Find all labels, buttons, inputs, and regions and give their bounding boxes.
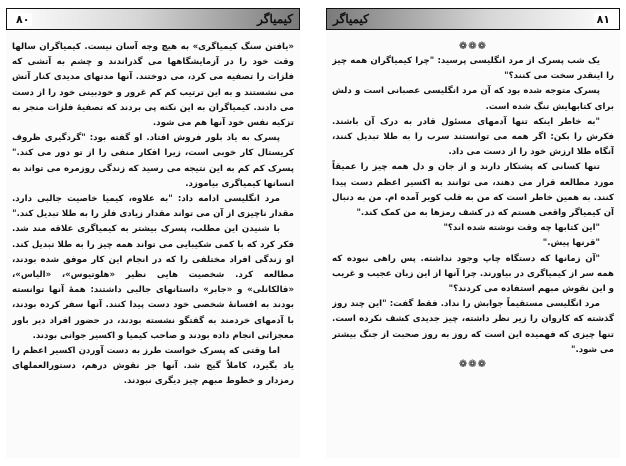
section-ornament-bottom: ❁❁❁	[458, 359, 488, 371]
left-page-body	[12, 40, 294, 454]
left-running-title: کیمیاگر	[257, 12, 293, 26]
dialogue-line: "این کتابها چه وقت نوشته شده اند؟"	[443, 223, 600, 234]
paragraph: مرد انگلیسی ادامه داد: "به علاوه، کیمیا خاصیت جالبی دارد. مقدار ناچیزی از آن می تواند مقدار زیادی فلز را به طلا تبدیل کند."	[12, 194, 294, 220]
paragraph: مرد انگلیسی مستقیماً جوابش را نداد. فقط گفت: "این چند روز گذشته که کاروان را زیر نظر داشته، چیز جدیدی کشف نکرده است. تنها چیزی که فهمیده این است که روز به روز صحبت از جنگ بیشتر می شود."	[332, 299, 614, 355]
paragraph: با شنیدن این مطلب، پسرک بیشتر به کیمیاگری علاقه مند شد. فکر کرد که با کمی شکیبایی می تواند همه چیز را به طلا تبدیل کند. او زندگی افراد مختلفی را که در انجام این کار موفق شده بودند، مطالعه کرد. شخصیت هایی نظیر «هلوتیوس»، «الیاس»، «فالکانلی» و «جابر» داستانهای جالبی داشتند: همهٔ آنها توانسته بودند به افسانهٔ شخصی خود دست پیدا کنند. آنها سفر کرده بودند، با آدمهای خردمند به گفتگو نشسته بودند، در حضور افراد دیر باور معجزاتی انجام داده بودند و صاحب کیمیا و اکسیر جوانی بودند.	[12, 224, 294, 341]
right-page-number: ۸۱	[594, 13, 613, 26]
paragraph: "به خاطر اینکه تنها آدمهای مسئول قادر به درک آن باشند. فکرش را بکن: اگر همه می توانستند سرب را به طلا تبدیل کنند، آنگاه طلا ارزش خود را از دست می داد.	[332, 116, 614, 158]
right-page-body	[332, 40, 614, 454]
paragraph: تنها کسانی که پشتکار دارند و از جان و دل همه چیز را عمیقاً مورد مطالعه قرار می دهند، می توانند به اکسیر اعظم دست پیدا کنند. به همین خاطر است که من به قلب کویر آمده ام. من به دنبال آن کیمیاگر واقعی هستم که در کشف رمزها به من کمک کند."	[332, 162, 614, 219]
paragraph: پسرک به یاد بلور فروش افتاد. او گفته بود: "گردگیری ظروف کریستال کار خوبی است، زیرا افکار منفی را از تو دور می کند." پسرک کم کم به این نتیجه می رسید که زندگی روزمره می تواند به انسانها کیمیاگری بیاموزد.	[12, 133, 294, 189]
section-ornament-top: ❁❁❁	[458, 41, 488, 52]
right-page	[326, 8, 620, 458]
right-page-header	[326, 8, 620, 30]
left-page-number: ۸۰	[13, 13, 32, 26]
dialogue-line: "قرنها پیش."	[542, 238, 600, 249]
left-page-header	[6, 8, 300, 30]
paragraph: پسرک متوجه شده بود که آن مرد انگلیسی عصبانی است و دلش برای کتابهایش تنگ شده است.	[332, 86, 614, 112]
right-running-title: کیمیاگر	[333, 12, 369, 26]
paragraph: "آن زمانها که دستگاه چاپ وجود نداشته. پس راهی نبوده که همه سر از کیمیاگری در بیاورند. چرا آنها از این زبان عجیب و غریب و این نقوش مبهم استفاده می کردند؟"	[332, 253, 614, 295]
paragraph: اما وقتی که پسرک خواست طرز به دست آوردن اکسیر اعظم را یاد بگیرد، کاملاً گیج شد. آنها جز نقوش درهم، دستورالعملهای رمزدار و خطوط مبهم چیز دیگری نبودند.	[12, 346, 294, 387]
paragraph: یک شب پسرک از مرد انگلیسی پرسید: "چرا کیمیاگران همه چیز را اینقدر سخت می کنند؟"	[332, 56, 614, 82]
paragraph: «یافتن سنگ کیمیاگری» به هیچ وجه آسان نیست. کیمیاگران سالها وقت خود را در آزمایشگاهها می گذراندند و چشم به آتشی که فلزات را تصفیه می کرد، می دوختند. آنها مدتهای مدیدی کنار آتش می نشستند و به این ترتیب کم کم غرور و خودبینی خود را از دست می دادند. کیمیاگران به این نکته پی بردند که تصفیهٔ فلزات منجر به تزکیه نفس خود آنها هم می شود.	[12, 42, 294, 129]
left-page	[6, 8, 300, 458]
